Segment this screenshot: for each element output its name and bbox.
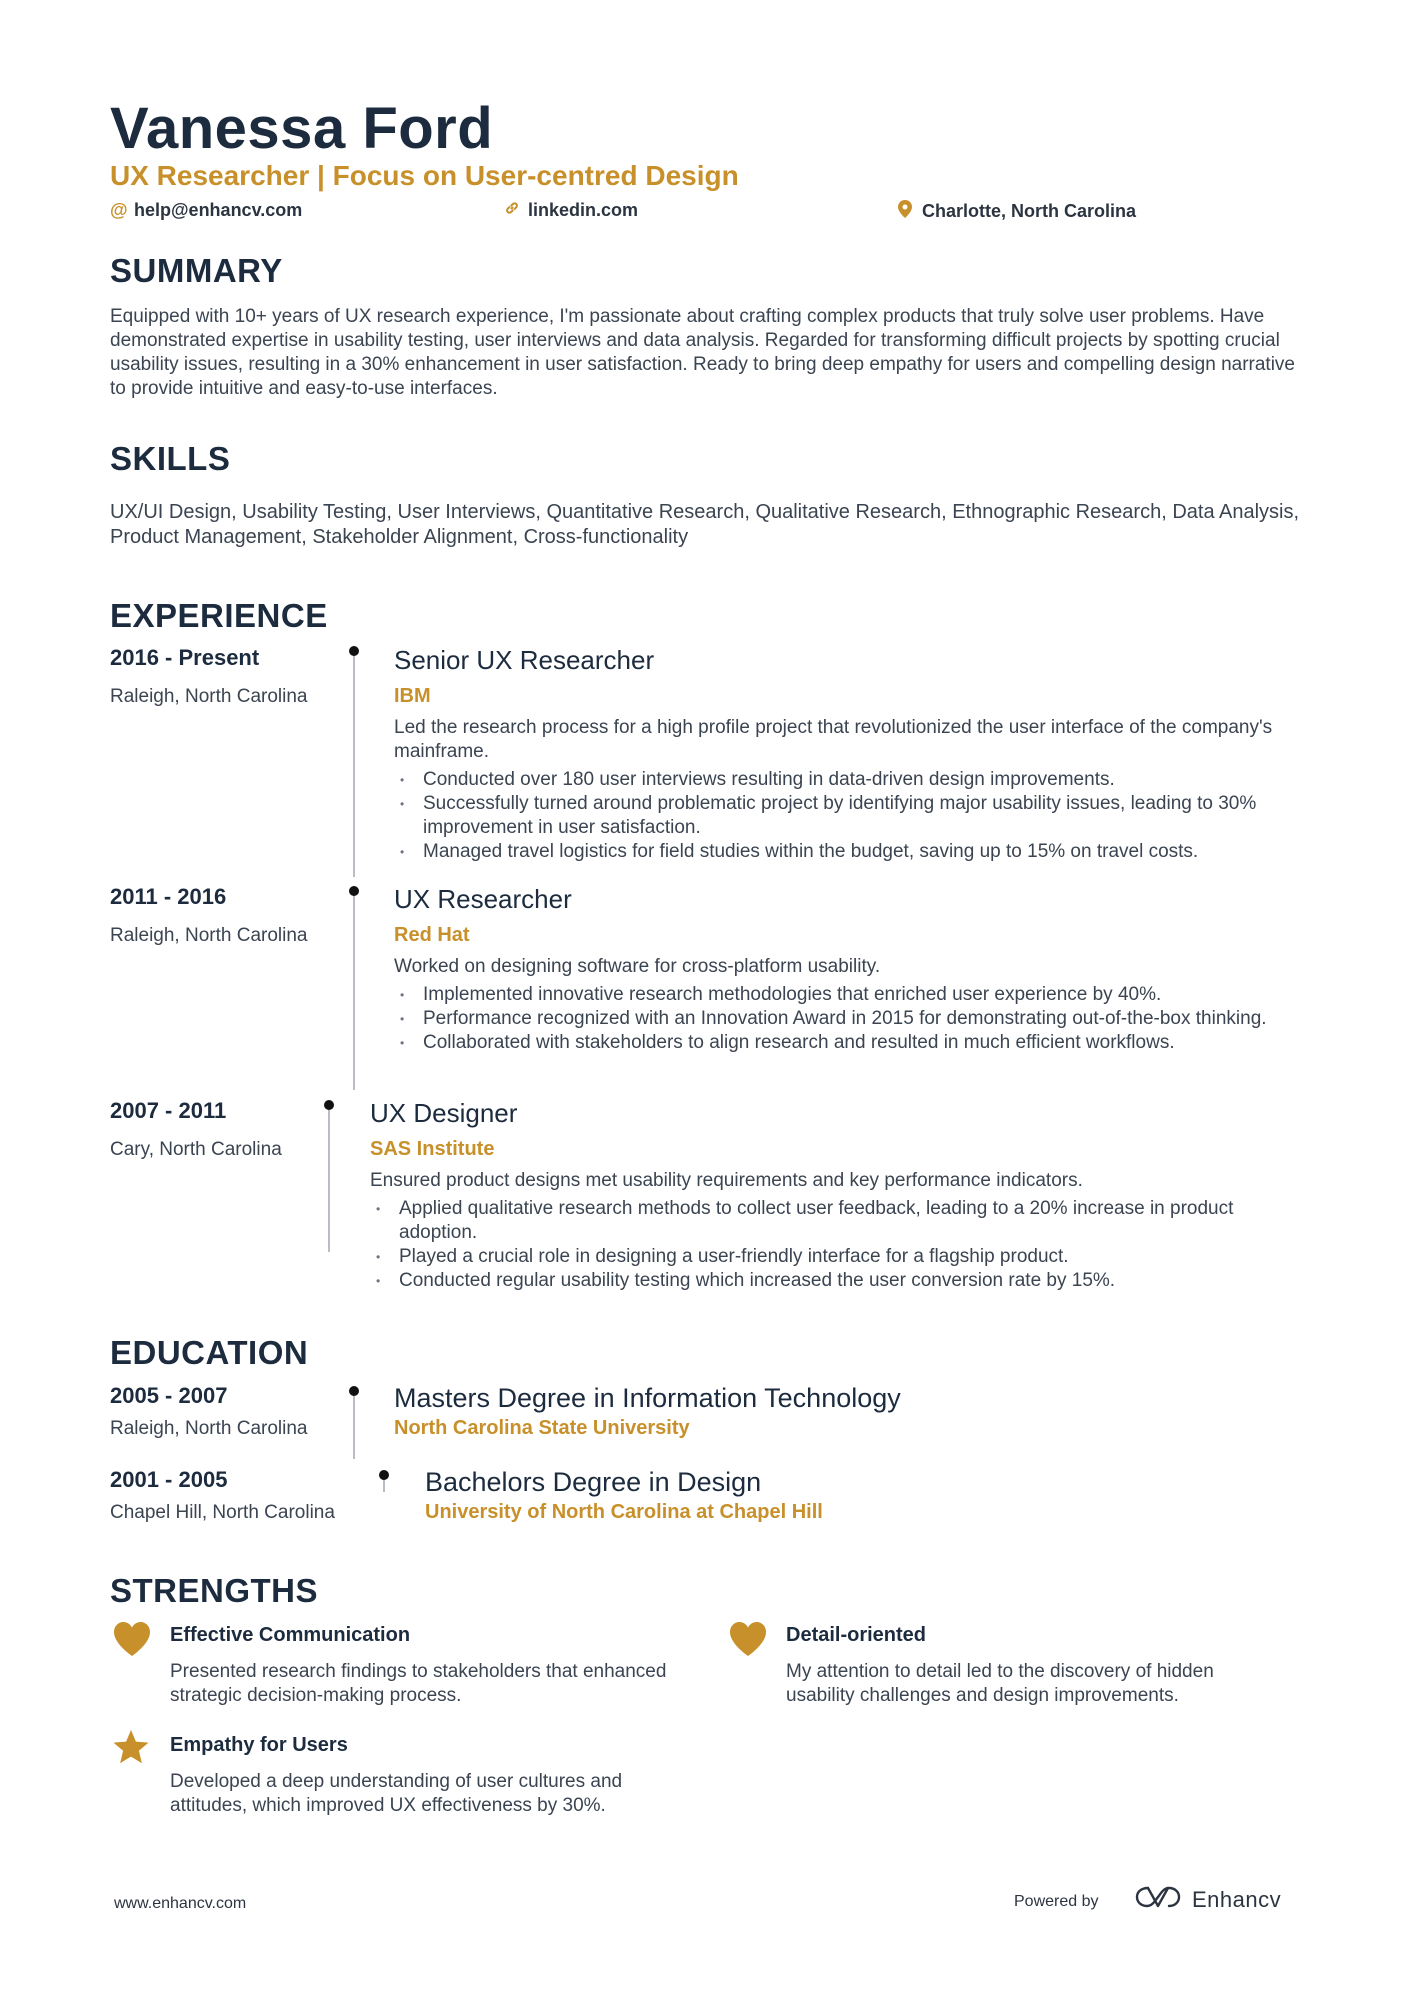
exp-company: SAS Institute xyxy=(370,1138,495,1160)
strength-description: My attention to detail led to the discovery of hidden usability challenges and design improvements. xyxy=(786,1661,1214,1706)
edu-dates: 2005 - 2007 xyxy=(110,1383,228,1408)
exp-bullet: • Played a crucial role in designing a user-friendly interface for a flagship product. xyxy=(370,1245,1290,1269)
timeline-line xyxy=(353,1392,355,1459)
strength-title: Detail-oriented xyxy=(786,1624,927,1646)
summary-text: Equipped with 10+ years of UX research experience, I'm passionate about crafting complex products that truly solve user problems. Have demonstrated expertise in usability testing, user interviews and data analysis. Regarded for transforming difficult projects by spotting crucial usability issues, resulting in a 30% enhancement in user satisfaction. Ready to bring deep empathy for users and compelling design narrative to provide intuitive and easy-to-use interfaces. xyxy=(110,306,1295,399)
exp-dates: 2016 - Present xyxy=(110,645,260,670)
footer-website[interactable]: www.enhancv.com xyxy=(114,1895,247,1912)
heart-icon xyxy=(728,1621,768,1661)
strength-description: Presented research findings to stakeholders that enhanced strategic decision-making process. xyxy=(170,1661,667,1706)
heart-icon xyxy=(112,1621,152,1661)
exp-bullet: • Applied qualitative research methods to collect user feedback, leading to a 20% increase in product adoption. xyxy=(370,1197,1290,1245)
exp-role: UX Designer xyxy=(370,1098,518,1128)
exp-bullet: • Conducted over 180 user interviews resulting in data-driven design improvements. xyxy=(394,768,1314,792)
timeline-line xyxy=(328,1106,330,1252)
skills-text: UX/UI Design, Usability Testing, User Interviews, Quantitative Research, Qualitative Research, Ethnographic Research, Data Analysis, Product Management, Stakeholder Alignment, Cross-functionality xyxy=(110,501,1300,548)
experience-title: EXPERIENCE xyxy=(110,597,328,634)
exp-bullet: • Implemented innovative research methodologies that enriched user experience by 40%. xyxy=(394,983,1314,1007)
exp-description: Led the research process for a high profile project that revolutionized the user interface of the company's mainframe. xyxy=(394,717,1273,762)
exp-description: Ensured product designs met usability requirements and key performance indicators. xyxy=(370,1170,1083,1191)
timeline-dot xyxy=(349,646,359,656)
exp-role: Senior UX Researcher xyxy=(394,645,655,675)
at-icon: @ xyxy=(110,200,128,220)
linkedin-text: linkedin.com xyxy=(528,200,639,220)
contact-email[interactable] xyxy=(110,200,302,221)
map-pin-icon xyxy=(898,200,916,223)
exp-role: UX Researcher xyxy=(394,884,572,914)
summary-title: SUMMARY xyxy=(110,252,283,289)
contact-linkedin[interactable] xyxy=(504,200,638,221)
exp-company: Red Hat xyxy=(394,924,470,946)
exp-bullet: • Collaborated with stakeholders to align research and resulted in much efficient workflows. xyxy=(394,1031,1314,1055)
contact-location xyxy=(898,200,1136,223)
exp-bullet: • Conducted regular usability testing which increased the user conversion rate by 15%. xyxy=(370,1269,1290,1293)
exp-dates: 2011 - 2016 xyxy=(110,884,227,909)
exp-location: Cary, North Carolina xyxy=(110,1139,282,1160)
exp-location: Raleigh, North Carolina xyxy=(110,686,308,707)
email-text: help@enhancv.com xyxy=(134,200,303,220)
link-icon xyxy=(504,200,522,221)
candidate-name: Vanessa Ford xyxy=(110,96,494,161)
edu-school: North Carolina State University xyxy=(394,1417,690,1439)
edu-dates: 2001 - 2005 xyxy=(110,1467,228,1492)
exp-bullets xyxy=(394,768,1314,864)
timeline-dot xyxy=(379,1470,389,1480)
enhancv-logo-icon xyxy=(1134,1884,1182,1915)
strength-title: Effective Communication xyxy=(170,1624,411,1646)
timeline-dot xyxy=(349,886,359,896)
location-text: Charlotte, North Carolina xyxy=(922,201,1137,221)
timeline-line xyxy=(353,892,355,1090)
exp-dates: 2007 - 2011 xyxy=(110,1098,227,1123)
edu-location: Raleigh, North Carolina xyxy=(110,1418,308,1439)
strength-title: Empathy for Users xyxy=(170,1734,348,1756)
footer-logo[interactable] xyxy=(1134,1884,1281,1915)
strength-description: Developed a deep understanding of user cultures and attitudes, which improved UX effectiveness by 30%. xyxy=(170,1771,623,1816)
exp-bullet: • Performance recognized with an Innovation Award in 2015 for demonstrating out-of-the-box thinking. xyxy=(394,1007,1314,1031)
strengths-title: STRENGTHS xyxy=(110,1572,319,1609)
exp-description: Worked on designing software for cross-platform usability. xyxy=(394,956,881,977)
timeline-dot xyxy=(324,1100,334,1110)
exp-location: Raleigh, North Carolina xyxy=(110,925,308,946)
exp-bullet: • Managed travel logistics for field studies within the budget, saving up to 15% on travel costs. xyxy=(394,840,1314,864)
exp-bullets xyxy=(394,983,1314,1055)
footer-brand: Enhancv xyxy=(1192,1886,1282,1912)
edu-degree: Bachelors Degree in Design xyxy=(425,1467,762,1497)
timeline-dot xyxy=(349,1386,359,1396)
education-title: EDUCATION xyxy=(110,1334,309,1371)
exp-company: IBM xyxy=(394,685,431,707)
timeline-line xyxy=(353,652,355,877)
footer-powered-by: Powered by xyxy=(1014,1893,1099,1910)
star-icon xyxy=(112,1729,152,1769)
candidate-headline: UX Researcher | Focus on User-centred Design xyxy=(110,160,739,191)
edu-degree: Masters Degree in Information Technology xyxy=(394,1383,901,1413)
edu-school: University of North Carolina at Chapel Hill xyxy=(425,1501,823,1523)
skills-title: SKILLS xyxy=(110,440,231,477)
edu-location: Chapel Hill, North Carolina xyxy=(110,1502,335,1523)
exp-bullets xyxy=(370,1197,1290,1293)
exp-bullet: • Successfully turned around problematic project by identifying major usability issues, leading to 30% improvement in user satisfaction. xyxy=(394,792,1314,840)
